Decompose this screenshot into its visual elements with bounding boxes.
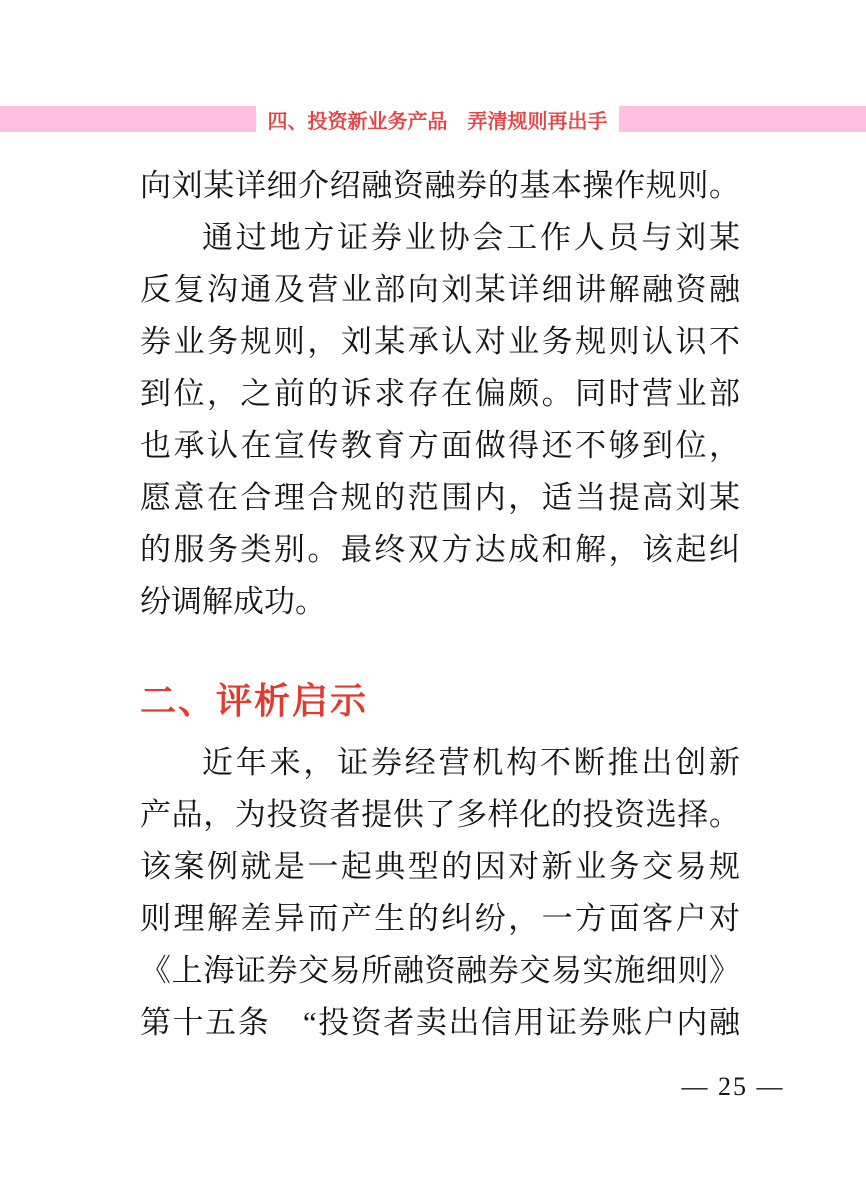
text-line: 则理解差异而产生的纠纷，一方面客户对 [140,901,740,936]
text-line: 纷调解成功。 [140,584,326,619]
section-heading: 二、评析启示 [140,680,369,721]
text-line: 向刘某详细介绍融资融券的基本操作规则。 [140,168,740,203]
running-head-label [256,106,619,132]
text-line: 也承认在宣传教育方面做得还不够到位， [140,428,740,463]
text-line: 的服务类别。最终双方达成和解，该起纠 [140,532,740,567]
text-line: 《上海证券交易所融资融券交易实施细则》 [140,953,740,988]
text-line: 近年来，证券经营机构不断推出创新 [202,745,740,780]
text-line: 到位，之前的诉求存在偏颇。同时营业部 [140,376,740,411]
text-line: 愿意在合理合规的范围内，适当提高刘某 [140,480,740,515]
text-line: 该案例就是一起典型的因对新业务交易规 [140,849,740,884]
text-line: 通过地方证券业协会工作人员与刘某 [202,220,740,255]
text-line: 券业务规则，刘某承认对业务规则认识不 [140,324,740,359]
running-head-bar [0,106,866,132]
body-text-column [140,160,740,1049]
text-line: 产品，为投资者提供了多样化的投资选择。 [140,797,740,832]
text-line: 反复沟通及营业部向刘某详细讲解融资融 [140,272,740,307]
text-line: 第十五条 “投资者卖出信用证券账户内融 [140,1005,740,1040]
chapter-title: 四、投资新业务产品 弄清规则再出手 [267,110,608,133]
page-number: — 25 — [681,1072,785,1101]
